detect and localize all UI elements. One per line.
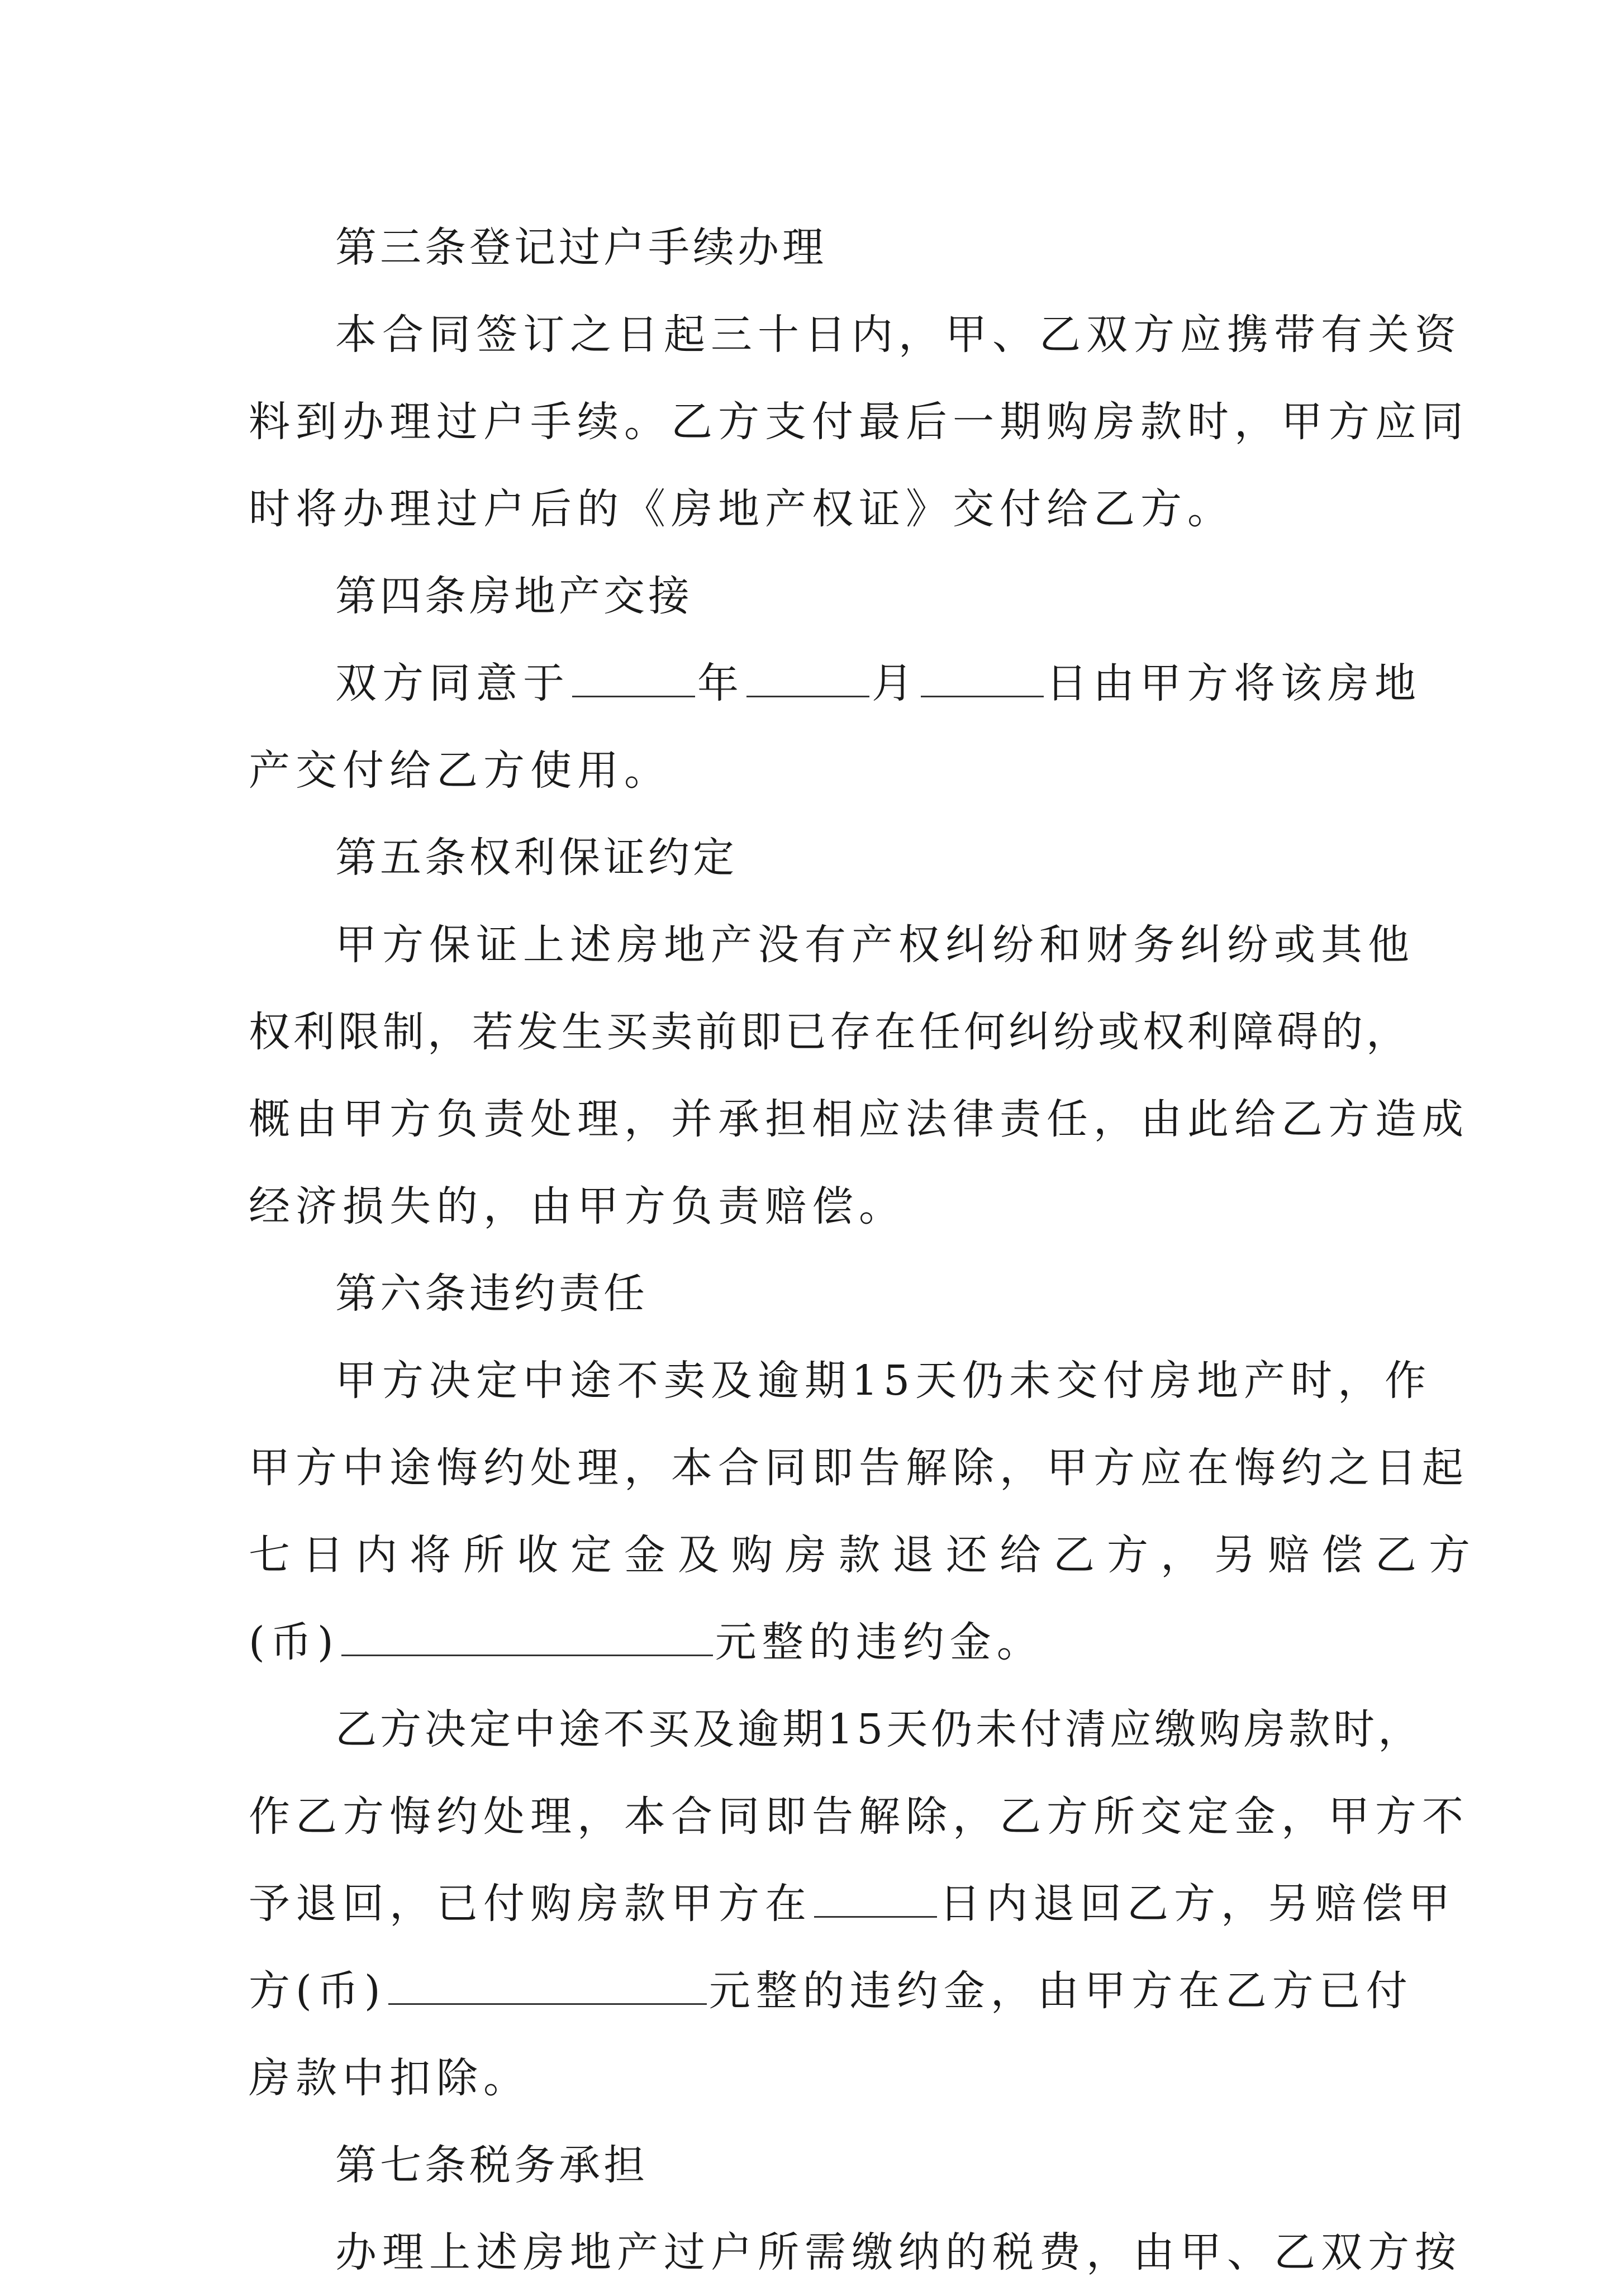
contract-page xyxy=(249,204,1482,2296)
paragraph-line: 产交付给乙方使用。 xyxy=(249,747,671,795)
paragraph-line: 概由甲方负责处理，并承担相应法律责任，由此给乙方造成 xyxy=(249,1095,1469,1143)
paragraph-line: 本合同签订之日起三十日内，甲、乙双方应携带有关资 xyxy=(335,311,1462,359)
penalty-amount-blank xyxy=(341,1618,713,1656)
paragraph-line: 七日内将所收定金及购房款退还给乙方，另赔偿乙方 xyxy=(249,1531,1482,1579)
text-segment: 日由甲方将该房地 xyxy=(1046,659,1421,707)
paragraph-line: 甲方中途悔约处理，本合同即告解除，甲方应在悔约之日起 xyxy=(249,1444,1469,1492)
paragraph-line: 作乙方悔约处理，本合同即告解除，乙方所交定金，甲方不 xyxy=(249,1793,1469,1841)
article-6-heading: 第六条违约责任 xyxy=(335,1270,648,1318)
paragraph-line xyxy=(249,640,1421,727)
article-3-heading: 第三条登记过户手续办理 xyxy=(335,224,827,272)
text-segment: 双方同意于 xyxy=(335,659,570,707)
paragraph-line: 料到办理过户手续。乙方支付最后一期购房款时，甲方应同 xyxy=(249,398,1469,446)
article-7-heading: 第七条税务承担 xyxy=(335,2141,648,2189)
paragraph-line: 权利限制，若发生买卖前即已存在任何纠纷或权利障碍的， xyxy=(249,1008,1411,1056)
days-blank xyxy=(814,1879,937,1918)
text-segment: 方(币) xyxy=(249,1967,386,2015)
month-blank xyxy=(746,659,869,697)
text-segment: 年 xyxy=(697,659,744,707)
article-4-heading: 第四条房地产交接 xyxy=(335,572,693,620)
paragraph-line: 甲方决定中途不卖及逾期15天仍未交付房地产时，作 xyxy=(335,1357,1432,1405)
paragraph-line: 办理上述房地产过户所需缴纳的税费，由甲、乙双方按 xyxy=(335,2228,1462,2276)
text-segment: (币) xyxy=(249,1618,339,1666)
paragraph-line xyxy=(249,1860,1456,1947)
paragraph-line xyxy=(249,1599,1386,1686)
article-5-heading: 第五条权利保证约定 xyxy=(335,834,738,882)
paragraph-line: 甲方保证上述房地产没有产权纠纷和财务纠纷或其他 xyxy=(335,921,1415,969)
penalty-amount-blank xyxy=(388,1966,707,2005)
paragraph-line: 乙方决定中途不买及逾期15天仍未付清应缴购房款时， xyxy=(335,1705,1423,1753)
paragraph-line: 经济损失的，由甲方负责赔偿。 xyxy=(249,1182,906,1230)
text-segment: 月 xyxy=(872,659,919,707)
text-segment: 日内退回乙方，另赔偿甲 xyxy=(939,1880,1456,1928)
paragraph-line: 房款中扣除。 xyxy=(249,2054,530,2102)
text-segment: 元整的违约金。 xyxy=(715,1618,1044,1666)
text-segment: 元整的违约金，由甲方在乙方已付 xyxy=(708,1967,1413,2015)
day-blank xyxy=(921,659,1044,697)
year-blank xyxy=(572,659,695,697)
paragraph-line xyxy=(249,1947,1413,2034)
paragraph-line: 时将办理过户后的《房地产权证》交付给乙方。 xyxy=(249,485,1234,533)
text-segment: 予退回，已付购房款甲方在 xyxy=(249,1880,812,1928)
